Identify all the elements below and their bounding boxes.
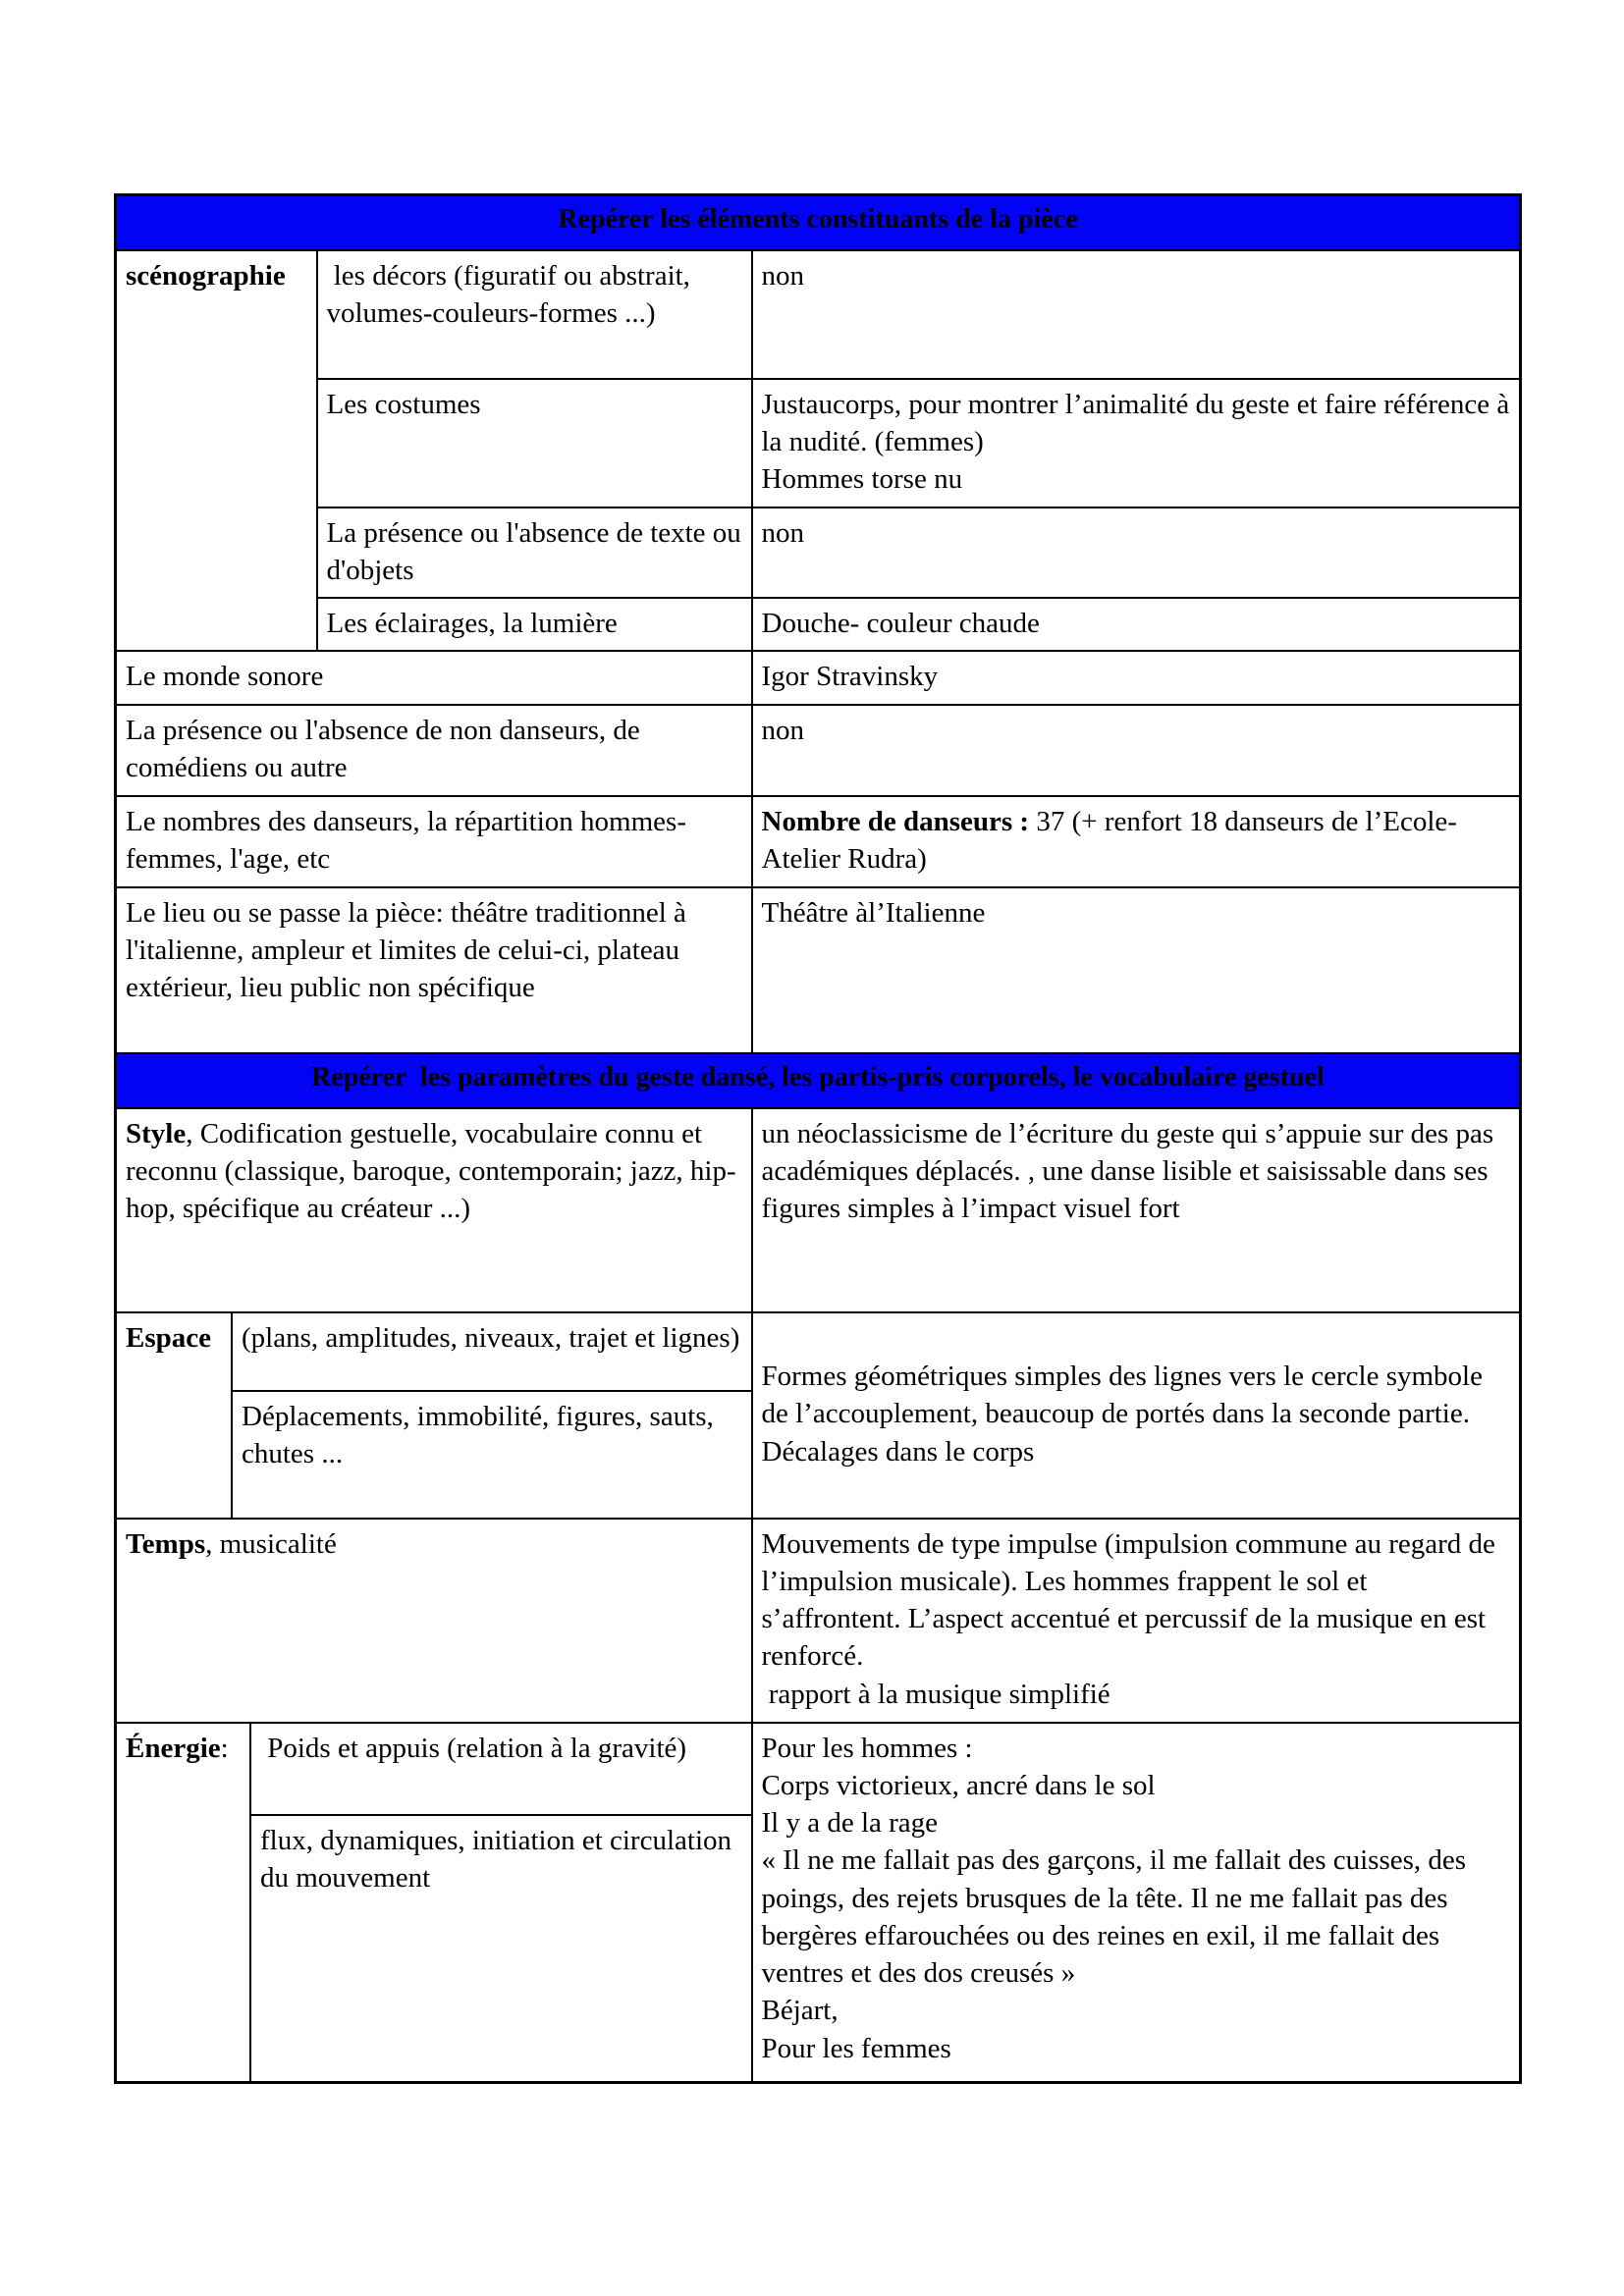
costumes-value-line: Justaucorps, pour montrer l’animalité du geste et faire référence à la nudité. (femmes) (761, 388, 1510, 457)
energie-label: Énergie (126, 1732, 221, 1764)
energie-value-line: Béjart, (761, 1995, 839, 2027)
scenographie-label: scénographie (116, 250, 317, 652)
texte-objets-value: non (752, 507, 1521, 599)
costumes-value-line: Hommes torse nu (761, 463, 963, 496)
section-header-elements: Repérer les éléments constituants de la pièce (116, 195, 1521, 250)
eclairages-item: Les éclairages, la lumière (317, 598, 752, 651)
analysis-table (114, 193, 1522, 2084)
nombre-danseurs-text: 37 (+ renfort 18 danseurs de l’Ecole-Atelier Rudra) (761, 805, 1457, 875)
temps-label: Temps (126, 1527, 206, 1560)
style-value: un néoclassicisme de l’écriture du geste qui s’appuie sur des pas académiques déplacés. , une danse lisible et saisissable dans ses figures simples à l’impact visuel fort (752, 1108, 1521, 1312)
energie-colon: : (220, 1732, 229, 1764)
style-description: , Codification gestuelle, vocabulaire connu et reconnu (classique, baroque, contemporain; jazz, hip-hop, spécifique au créateur ...) (126, 1117, 736, 1225)
espace-item: (plans, amplitudes, niveaux, trajet et lignes) (242, 1321, 740, 1354)
section-header-geste: Repérer les paramètres du geste dansé, les partis-pris corporels, le vocabulaire gestuel (116, 1053, 1521, 1108)
energie-label-cell (117, 1724, 251, 2081)
temps-value (752, 1519, 1521, 1723)
non-danseurs-item: La présence ou l'absence de non danseurs, de comédiens ou autre (116, 705, 752, 796)
nombre-danseurs-item: Le nombres des danseurs, la répartition hommes-femmes, l'age, etc (116, 796, 752, 887)
temps-value-line: Mouvements de type impulse (impulsion commune au regard de l’impulsion musicale). Les hommes frappent le sol et s’affrontent. L’aspect accentué et percussif de la musique en est renforcé. (761, 1527, 1495, 1673)
nombre-danseurs-label: Nombre de danseurs : (761, 805, 1030, 837)
energie-quote: « Il ne me fallait pas des garçons, il me fallait des cuisses, des poings, des rejets brusques de la tête. Il ne me fallait pas des bergères effarouchées ou des reines en exil, il me fallait des ventres et des dos creusés » (761, 1844, 1467, 1990)
lieu-value: Théâtre àl’Italienne (752, 887, 1521, 1053)
decors-value: non (752, 250, 1521, 379)
style-item (116, 1108, 752, 1312)
energie-value-line: Pour les hommes : (761, 1732, 973, 1764)
energie-item: flux, dynamiques, initiation et circulation du mouvement (251, 1814, 751, 1905)
monde-sonore-item: Le monde sonore (116, 651, 752, 704)
energie-value-line: Pour les femmes (761, 2032, 951, 2064)
energie-cell (116, 1723, 752, 2083)
espace-item: Déplacements, immobilité, figures, sauts, chutes ... (233, 1390, 751, 1481)
costumes-item: Les costumes (317, 379, 752, 507)
lieu-item: Le lieu ou se passe la pièce: théâtre traditionnel à l'italienne, ampleur et limites de celui-ci, plateau extérieur, lieu public non spécifique (116, 887, 752, 1053)
style-label: Style (126, 1117, 187, 1149)
espace-label: Espace (117, 1313, 233, 1518)
temps-value-line: rapport à la musique simplifié (761, 1678, 1110, 1710)
temps-item (116, 1519, 752, 1723)
energie-value (752, 1723, 1521, 2083)
texte-objets-item: La présence ou l'absence de texte ou d'objets (317, 507, 752, 599)
eclairages-value: Douche- couleur chaude (752, 598, 1521, 651)
nombre-danseurs-value (752, 796, 1521, 887)
monde-sonore-value: Igor Stravinsky (752, 651, 1521, 704)
costumes-value (752, 379, 1521, 507)
non-danseurs-value: non (752, 705, 1521, 796)
espace-cell (116, 1312, 752, 1519)
temps-description: , musicalité (205, 1527, 337, 1560)
decors-item: les décors (figuratif ou abstrait, volumes-couleurs-formes ...) (317, 250, 752, 379)
espace-value: Formes géométriques simples des lignes vers le cercle symbole de l’accouplement, beaucoup de portés dans la seconde partie. Décalages dans le corps (752, 1312, 1521, 1519)
energie-value-line: Corps victorieux, ancré dans le sol (761, 1769, 1156, 1801)
energie-value-line: Il y a de la rage (761, 1807, 939, 1840)
energie-item: Poids et appuis (relation à la gravité) (260, 1732, 687, 1764)
